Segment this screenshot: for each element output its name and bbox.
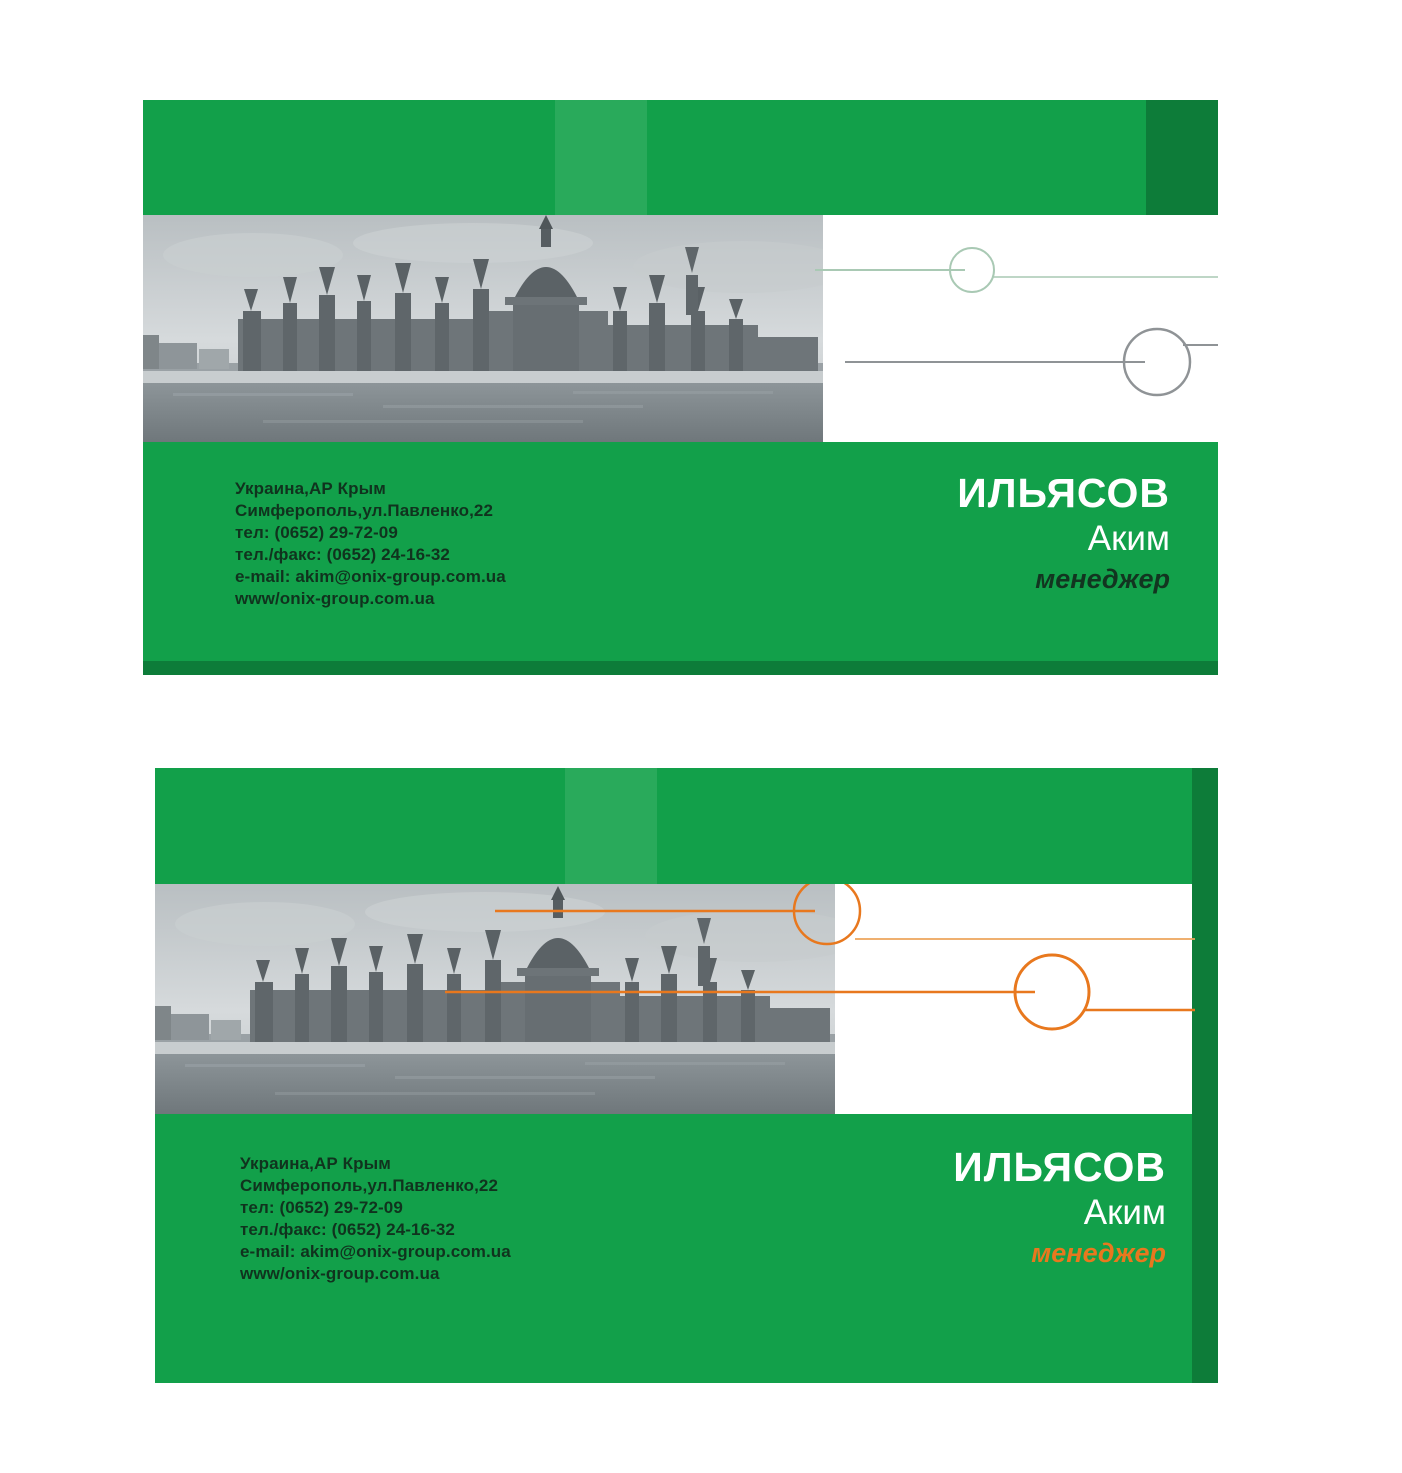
contact-line: www/onix-group.com.ua: [235, 589, 435, 609]
person-name-block: [766, 1146, 1166, 1271]
contact-block: [235, 478, 506, 611]
header-stripe-light: [565, 768, 657, 888]
contact-line: тел./факс: (0652) 24-16-32: [235, 545, 450, 565]
contact-line: Симферополь,ул.Павленко,22: [235, 501, 494, 521]
business-card-front-orange: [155, 768, 1218, 1383]
cityscape-photo: [143, 215, 823, 442]
person-surname: ИЛЬЯСОВ: [957, 470, 1170, 516]
contact-line: Симферополь,ул.Павленко,22: [240, 1176, 499, 1196]
person-firstname: Аким: [1087, 519, 1170, 559]
business-card-front-green: [143, 100, 1218, 675]
person-role: менеджер: [1035, 564, 1170, 595]
contact-block: [240, 1153, 511, 1286]
contact-line: www/onix-group.com.ua: [240, 1264, 440, 1284]
person-name-block: [770, 472, 1170, 597]
person-role: менеджер: [1031, 1238, 1166, 1269]
card-bottom-strip: [143, 661, 1218, 675]
contact-line: e-mail: akim@onix-group.com.ua: [235, 567, 506, 587]
person-firstname: Аким: [1083, 1193, 1166, 1233]
contact-line: Украина,АР Крым: [240, 1154, 391, 1173]
header-stripe-light: [555, 100, 647, 218]
contact-line: тел: (0652) 29-72-09: [235, 523, 398, 543]
ring-graphic-orange: [155, 884, 1218, 1114]
contact-line: тел./факс: (0652) 24-16-32: [240, 1220, 455, 1240]
ring-graphic-green: [815, 215, 1218, 442]
person-surname: ИЛЬЯСОВ: [953, 1144, 1166, 1190]
contact-line: e-mail: akim@onix-group.com.ua: [240, 1242, 511, 1262]
contact-line: тел: (0652) 29-72-09: [240, 1198, 403, 1218]
contact-line: Украина,АР Крым: [235, 479, 386, 498]
header-stripe-dark: [1146, 100, 1218, 218]
